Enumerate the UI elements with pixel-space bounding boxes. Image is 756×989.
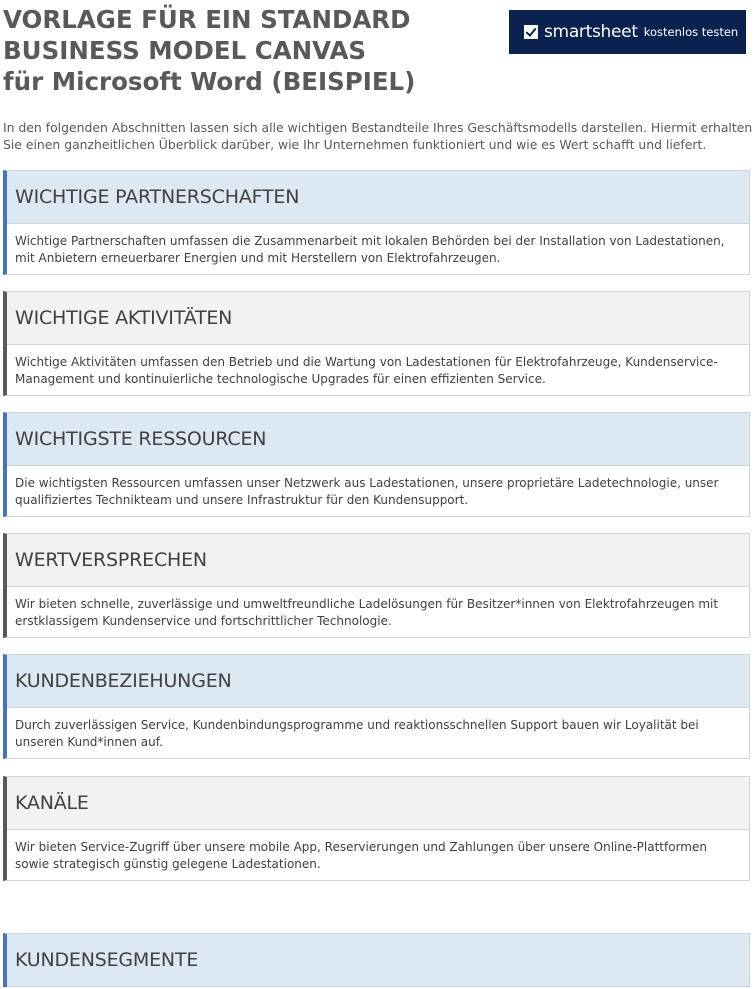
- section-heading: KUNDENSEGMENTE: [7, 934, 749, 987]
- section-heading: WICHTIGE PARTNERSCHAFTEN: [7, 171, 749, 224]
- section-body[interactable]: Wichtige Partnerschaften umfassen die Zusammenarbeit mit lokalen Behörden bei der Installation von Ladestationen, mit Anbietern erneuerbarer Energien und mit Herstellern von Elektrofahrzeugen.: [7, 224, 749, 274]
- section-body[interactable]: Die wichtigsten Ressourcen umfassen unser Netzwerk aus Ladestationen, unsere proprietäre Ladetechnologie, unser qualifiziertes Technikteam und unsere Infrastruktur für den Kundensupport.: [7, 466, 749, 516]
- logo-name: smartsheet: [544, 22, 638, 42]
- section-kundenbeziehungen: [3, 654, 750, 759]
- section-body[interactable]: Wir bieten schnelle, zuverlässige und umweltfreundliche Ladelösungen für Besitzer*innen von Elektrofahrzeugen mit erstklassigem Kundenservice und fortschrittlicher Technologie.: [7, 587, 749, 637]
- title-line-3: für Microsoft Word (BEISPIEL): [3, 67, 416, 96]
- section-heading: WICHTIGE AKTIVITÄTEN: [7, 292, 749, 345]
- section-kundensegmente: [3, 933, 750, 987]
- section-wertversprechen: [3, 533, 750, 638]
- title-line-1: VORLAGE FÜR EIN STANDARD: [3, 5, 411, 34]
- section-body[interactable]: Wichtige Aktivitäten umfassen den Betrieb und die Wartung von Ladestationen für Elektrofahrzeuge, Kundenservice-Management und kontinuierliche technologische Upgrades für einen effizienten Service.: [7, 345, 749, 395]
- section-heading: WICHTIGSTE RESSOURCEN: [7, 413, 749, 466]
- section-body[interactable]: Durch zuverlässigen Service, Kundenbindungsprogramme und reaktionsschnellen Support bauen wir Loyalität bei unseren Kund*innen auf.: [7, 708, 749, 758]
- section-wichtige-partnerschaften: [3, 170, 750, 275]
- page-title: [3, 4, 503, 97]
- intro-text: In den folgenden Abschnitten lassen sich alle wichtigen Bestandteile Ihres Geschäftsmodells darstellen. Hiermit erhalten Sie einen ganzheitlichen Überblick darüber, wie Ihr Unternehmen funktioniert und wie es Wert schafft und liefert.: [3, 120, 753, 152]
- section-wichtige-aktivitaeten: [3, 291, 750, 396]
- title-line-2: BUSINESS MODEL CANVAS: [3, 36, 367, 65]
- section-kanaele: [3, 776, 750, 881]
- section-heading: KUNDENBEZIEHUNGEN: [7, 655, 749, 708]
- smartsheet-banner-link[interactable]: [509, 10, 746, 54]
- section-body[interactable]: Wir bieten Service-Zugriff über unsere mobile App, Reservierungen und Zahlungen über unsere Online-Plattformen sowie strategisch günstig gelegene Ladestationen.: [7, 830, 749, 880]
- section-heading: KANÄLE: [7, 777, 749, 830]
- smartsheet-check-icon: [524, 25, 538, 39]
- logo-cta: kostenlos testen: [643, 25, 739, 39]
- section-heading: WERTVERSPRECHEN: [7, 534, 749, 587]
- section-wichtigste-ressourcen: [3, 412, 750, 517]
